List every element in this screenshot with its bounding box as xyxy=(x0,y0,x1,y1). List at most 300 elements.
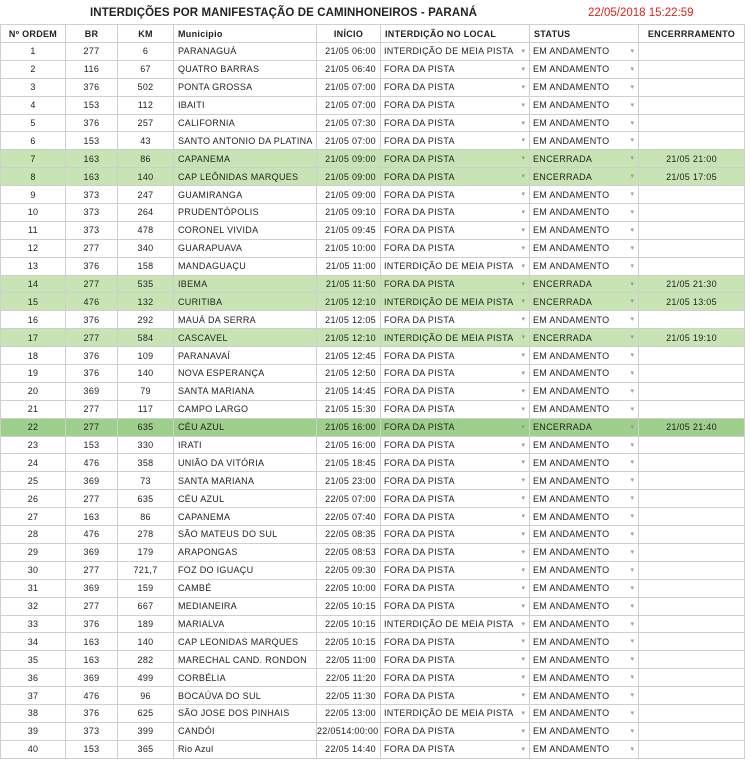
cell-municipio[interactable] xyxy=(174,526,317,544)
cell-km[interactable] xyxy=(118,239,174,257)
cell-km[interactable] xyxy=(118,347,174,365)
update-timestamp[interactable]: 22/05/2018 15:22:59 xyxy=(588,7,694,19)
cell-br[interactable] xyxy=(66,722,118,740)
cell-ordem[interactable] xyxy=(1,418,66,436)
cell-inicio[interactable] xyxy=(317,132,381,150)
cell-ordem[interactable] xyxy=(1,347,66,365)
cell-br[interactable] xyxy=(66,615,118,633)
dropdown-arrow-icon[interactable]: ▾ xyxy=(521,513,525,521)
cell-interdicao-dropdown[interactable] xyxy=(381,579,530,597)
cell-interdicao-dropdown[interactable] xyxy=(381,687,530,705)
cell-status-dropdown[interactable] xyxy=(530,96,639,114)
cell-encerramento[interactable] xyxy=(639,168,745,186)
dropdown-arrow-icon[interactable]: ▾ xyxy=(630,584,634,592)
cell-encerramento[interactable] xyxy=(639,239,745,257)
cell-status-dropdown[interactable] xyxy=(530,615,639,633)
dropdown-arrow-icon[interactable]: ▾ xyxy=(630,65,634,73)
cell-municipio[interactable] xyxy=(174,150,317,168)
cell-ordem[interactable] xyxy=(1,382,66,400)
cell-ordem[interactable] xyxy=(1,508,66,526)
dropdown-arrow-icon[interactable]: ▾ xyxy=(521,101,525,109)
cell-km[interactable] xyxy=(118,150,174,168)
cell-municipio[interactable] xyxy=(174,722,317,740)
cell-ordem[interactable] xyxy=(1,275,66,293)
dropdown-arrow-icon[interactable]: ▾ xyxy=(630,244,634,252)
cell-encerramento[interactable] xyxy=(639,311,745,329)
cell-status-dropdown[interactable] xyxy=(530,454,639,472)
cell-municipio[interactable] xyxy=(174,96,317,114)
cell-status-dropdown[interactable] xyxy=(530,490,639,508)
dropdown-arrow-icon[interactable]: ▾ xyxy=(521,727,525,735)
dropdown-arrow-icon[interactable]: ▾ xyxy=(521,244,525,252)
cell-encerramento[interactable] xyxy=(639,561,745,579)
cell-br[interactable] xyxy=(66,543,118,561)
dropdown-arrow-icon[interactable]: ▾ xyxy=(630,262,634,270)
cell-br[interactable] xyxy=(66,687,118,705)
cell-status-dropdown[interactable] xyxy=(530,60,639,78)
cell-municipio[interactable] xyxy=(174,311,317,329)
cell-encerramento[interactable] xyxy=(639,347,745,365)
cell-br[interactable] xyxy=(66,239,118,257)
cell-municipio[interactable] xyxy=(174,472,317,490)
dropdown-arrow-icon[interactable]: ▾ xyxy=(521,119,525,127)
dropdown-arrow-icon[interactable]: ▾ xyxy=(630,495,634,503)
cell-municipio[interactable] xyxy=(174,365,317,383)
cell-municipio[interactable] xyxy=(174,275,317,293)
cell-br[interactable] xyxy=(66,132,118,150)
cell-status-dropdown[interactable] xyxy=(530,365,639,383)
dropdown-arrow-icon[interactable]: ▾ xyxy=(521,584,525,592)
cell-interdicao-dropdown[interactable] xyxy=(381,526,530,544)
cell-inicio[interactable] xyxy=(317,722,381,740)
cell-inicio[interactable] xyxy=(317,579,381,597)
cell-interdicao-dropdown[interactable] xyxy=(381,740,530,758)
cell-ordem[interactable] xyxy=(1,669,66,687)
cell-status-dropdown[interactable] xyxy=(530,293,639,311)
cell-inicio[interactable] xyxy=(317,311,381,329)
cell-status-dropdown[interactable] xyxy=(530,257,639,275)
cell-km[interactable] xyxy=(118,454,174,472)
cell-status-dropdown[interactable] xyxy=(530,418,639,436)
cell-encerramento[interactable] xyxy=(639,418,745,436)
dropdown-arrow-icon[interactable]: ▾ xyxy=(630,656,634,664)
dropdown-arrow-icon[interactable]: ▾ xyxy=(630,638,634,646)
cell-br[interactable] xyxy=(66,579,118,597)
cell-interdicao-dropdown[interactable] xyxy=(381,257,530,275)
cell-status-dropdown[interactable] xyxy=(530,561,639,579)
dropdown-arrow-icon[interactable]: ▾ xyxy=(521,495,525,503)
cell-km[interactable] xyxy=(118,579,174,597)
dropdown-arrow-icon[interactable]: ▾ xyxy=(521,298,525,306)
cell-status-dropdown[interactable] xyxy=(530,347,639,365)
cell-interdicao-dropdown[interactable] xyxy=(381,114,530,132)
cell-br[interactable] xyxy=(66,293,118,311)
cell-km[interactable] xyxy=(118,365,174,383)
cell-br[interactable] xyxy=(66,204,118,222)
cell-interdicao-dropdown[interactable] xyxy=(381,597,530,615)
dropdown-arrow-icon[interactable]: ▾ xyxy=(521,531,525,539)
dropdown-arrow-icon[interactable]: ▾ xyxy=(521,370,525,378)
cell-inicio[interactable] xyxy=(317,221,381,239)
cell-status-dropdown[interactable] xyxy=(530,526,639,544)
cell-encerramento[interactable] xyxy=(639,329,745,347)
cell-km[interactable] xyxy=(118,275,174,293)
cell-inicio[interactable] xyxy=(317,400,381,418)
cell-interdicao-dropdown[interactable] xyxy=(381,543,530,561)
cell-br[interactable] xyxy=(66,400,118,418)
cell-encerramento[interactable] xyxy=(639,454,745,472)
cell-status-dropdown[interactable] xyxy=(530,704,639,722)
cell-km[interactable] xyxy=(118,597,174,615)
cell-status-dropdown[interactable] xyxy=(530,579,639,597)
cell-status-dropdown[interactable] xyxy=(530,400,639,418)
dropdown-arrow-icon[interactable]: ▾ xyxy=(630,513,634,521)
cell-encerramento[interactable] xyxy=(639,740,745,758)
cell-municipio[interactable] xyxy=(174,329,317,347)
cell-interdicao-dropdown[interactable] xyxy=(381,508,530,526)
dropdown-arrow-icon[interactable]: ▾ xyxy=(630,459,634,467)
cell-inicio[interactable] xyxy=(317,615,381,633)
cell-municipio[interactable] xyxy=(174,347,317,365)
col-header-interdicao[interactable]: INTERDIÇÃO NO LOCAL xyxy=(381,25,530,43)
cell-status-dropdown[interactable] xyxy=(530,436,639,454)
cell-km[interactable] xyxy=(118,669,174,687)
cell-interdicao-dropdown[interactable] xyxy=(381,204,530,222)
cell-br[interactable] xyxy=(66,508,118,526)
dropdown-arrow-icon[interactable]: ▾ xyxy=(630,101,634,109)
cell-ordem[interactable] xyxy=(1,168,66,186)
dropdown-arrow-icon[interactable]: ▾ xyxy=(521,83,525,91)
cell-ordem[interactable] xyxy=(1,722,66,740)
cell-br[interactable] xyxy=(66,418,118,436)
col-header-status[interactable]: STATUS xyxy=(530,25,639,43)
cell-br[interactable] xyxy=(66,96,118,114)
cell-municipio[interactable] xyxy=(174,204,317,222)
cell-interdicao-dropdown[interactable] xyxy=(381,221,530,239)
cell-encerramento[interactable] xyxy=(639,293,745,311)
cell-ordem[interactable] xyxy=(1,740,66,758)
cell-inicio[interactable] xyxy=(317,633,381,651)
col-header-br[interactable]: BR xyxy=(66,25,118,43)
cell-inicio[interactable] xyxy=(317,329,381,347)
cell-interdicao-dropdown[interactable] xyxy=(381,651,530,669)
dropdown-arrow-icon[interactable]: ▾ xyxy=(630,566,634,574)
dropdown-arrow-icon[interactable]: ▾ xyxy=(521,620,525,628)
dropdown-arrow-icon[interactable]: ▾ xyxy=(630,209,634,217)
sheet-title[interactable]: INTERDIÇÕES POR MANIFESTAÇÃO DE CAMINHONEIROS - PARANÁ xyxy=(90,7,478,19)
dropdown-arrow-icon[interactable]: ▾ xyxy=(630,191,634,199)
cell-interdicao-dropdown[interactable] xyxy=(381,436,530,454)
cell-status-dropdown[interactable] xyxy=(530,543,639,561)
dropdown-arrow-icon[interactable]: ▾ xyxy=(630,602,634,610)
cell-status-dropdown[interactable] xyxy=(530,740,639,758)
col-header-ordem[interactable]: Nº ORDEM xyxy=(1,25,66,43)
cell-interdicao-dropdown[interactable] xyxy=(381,275,530,293)
cell-interdicao-dropdown[interactable] xyxy=(381,168,530,186)
cell-interdicao-dropdown[interactable] xyxy=(381,365,530,383)
cell-encerramento[interactable] xyxy=(639,526,745,544)
cell-ordem[interactable] xyxy=(1,633,66,651)
cell-ordem[interactable] xyxy=(1,132,66,150)
cell-municipio[interactable] xyxy=(174,400,317,418)
cell-interdicao-dropdown[interactable] xyxy=(381,472,530,490)
cell-ordem[interactable] xyxy=(1,543,66,561)
cell-ordem[interactable] xyxy=(1,526,66,544)
cell-inicio[interactable] xyxy=(317,490,381,508)
cell-ordem[interactable] xyxy=(1,436,66,454)
cell-encerramento[interactable] xyxy=(639,150,745,168)
cell-ordem[interactable] xyxy=(1,96,66,114)
cell-br[interactable] xyxy=(66,186,118,204)
cell-ordem[interactable] xyxy=(1,687,66,705)
cell-br[interactable] xyxy=(66,436,118,454)
cell-interdicao-dropdown[interactable] xyxy=(381,60,530,78)
cell-ordem[interactable] xyxy=(1,43,66,61)
dropdown-arrow-icon[interactable]: ▾ xyxy=(521,423,525,431)
cell-km[interactable] xyxy=(118,132,174,150)
cell-interdicao-dropdown[interactable] xyxy=(381,78,530,96)
dropdown-arrow-icon[interactable]: ▾ xyxy=(630,280,634,288)
cell-encerramento[interactable] xyxy=(639,633,745,651)
cell-interdicao-dropdown[interactable] xyxy=(381,400,530,418)
cell-br[interactable] xyxy=(66,382,118,400)
cell-ordem[interactable] xyxy=(1,400,66,418)
cell-inicio[interactable] xyxy=(317,257,381,275)
cell-status-dropdown[interactable] xyxy=(530,311,639,329)
cell-status-dropdown[interactable] xyxy=(530,597,639,615)
cell-municipio[interactable] xyxy=(174,490,317,508)
cell-ordem[interactable] xyxy=(1,293,66,311)
cell-encerramento[interactable] xyxy=(639,615,745,633)
cell-interdicao-dropdown[interactable] xyxy=(381,132,530,150)
cell-interdicao-dropdown[interactable] xyxy=(381,293,530,311)
cell-encerramento[interactable] xyxy=(639,400,745,418)
cell-status-dropdown[interactable] xyxy=(530,132,639,150)
cell-inicio[interactable] xyxy=(317,669,381,687)
cell-municipio[interactable] xyxy=(174,615,317,633)
cell-br[interactable] xyxy=(66,740,118,758)
cell-inicio[interactable] xyxy=(317,60,381,78)
cell-br[interactable] xyxy=(66,365,118,383)
dropdown-arrow-icon[interactable]: ▾ xyxy=(630,173,634,181)
cell-encerramento[interactable] xyxy=(639,490,745,508)
cell-ordem[interactable] xyxy=(1,472,66,490)
cell-status-dropdown[interactable] xyxy=(530,633,639,651)
cell-municipio[interactable] xyxy=(174,132,317,150)
dropdown-arrow-icon[interactable]: ▾ xyxy=(630,119,634,127)
dropdown-arrow-icon[interactable]: ▾ xyxy=(630,727,634,735)
cell-inicio[interactable] xyxy=(317,114,381,132)
cell-municipio[interactable] xyxy=(174,579,317,597)
cell-status-dropdown[interactable] xyxy=(530,150,639,168)
cell-status-dropdown[interactable] xyxy=(530,669,639,687)
cell-ordem[interactable] xyxy=(1,597,66,615)
cell-br[interactable] xyxy=(66,329,118,347)
cell-km[interactable] xyxy=(118,329,174,347)
cell-interdicao-dropdown[interactable] xyxy=(381,490,530,508)
dropdown-arrow-icon[interactable]: ▾ xyxy=(630,387,634,395)
dropdown-arrow-icon[interactable]: ▾ xyxy=(521,280,525,288)
cell-km[interactable] xyxy=(118,168,174,186)
cell-br[interactable] xyxy=(66,597,118,615)
cell-km[interactable] xyxy=(118,508,174,526)
col-header-inicio[interactable]: INÍCIO xyxy=(317,25,381,43)
cell-interdicao-dropdown[interactable] xyxy=(381,347,530,365)
cell-km[interactable] xyxy=(118,204,174,222)
dropdown-arrow-icon[interactable]: ▾ xyxy=(521,191,525,199)
cell-ordem[interactable] xyxy=(1,615,66,633)
cell-status-dropdown[interactable] xyxy=(530,221,639,239)
dropdown-arrow-icon[interactable]: ▾ xyxy=(630,477,634,485)
cell-municipio[interactable] xyxy=(174,704,317,722)
dropdown-arrow-icon[interactable]: ▾ xyxy=(521,709,525,717)
cell-km[interactable] xyxy=(118,687,174,705)
dropdown-arrow-icon[interactable]: ▾ xyxy=(630,298,634,306)
dropdown-arrow-icon[interactable]: ▾ xyxy=(630,531,634,539)
cell-br[interactable] xyxy=(66,669,118,687)
cell-municipio[interactable] xyxy=(174,239,317,257)
cell-ordem[interactable] xyxy=(1,150,66,168)
cell-status-dropdown[interactable] xyxy=(530,275,639,293)
col-header-encerramento[interactable]: ENCERRRAMENTO xyxy=(639,25,745,43)
cell-km[interactable] xyxy=(118,436,174,454)
dropdown-arrow-icon[interactable]: ▾ xyxy=(521,173,525,181)
col-header-km[interactable]: KM xyxy=(118,25,174,43)
cell-km[interactable] xyxy=(118,490,174,508)
cell-encerramento[interactable] xyxy=(639,275,745,293)
dropdown-arrow-icon[interactable]: ▾ xyxy=(521,48,525,55)
dropdown-arrow-icon[interactable]: ▾ xyxy=(630,674,634,682)
cell-encerramento[interactable] xyxy=(639,472,745,490)
cell-interdicao-dropdown[interactable] xyxy=(381,311,530,329)
dropdown-arrow-icon[interactable]: ▾ xyxy=(630,334,634,342)
cell-ordem[interactable] xyxy=(1,365,66,383)
dropdown-arrow-icon[interactable]: ▾ xyxy=(521,459,525,467)
cell-km[interactable] xyxy=(118,311,174,329)
cell-municipio[interactable] xyxy=(174,186,317,204)
cell-km[interactable] xyxy=(118,722,174,740)
dropdown-arrow-icon[interactable]: ▾ xyxy=(521,209,525,217)
cell-km[interactable] xyxy=(118,740,174,758)
cell-km[interactable] xyxy=(118,96,174,114)
cell-br[interactable] xyxy=(66,704,118,722)
dropdown-arrow-icon[interactable]: ▾ xyxy=(630,620,634,628)
cell-municipio[interactable] xyxy=(174,221,317,239)
cell-interdicao-dropdown[interactable] xyxy=(381,561,530,579)
cell-br[interactable] xyxy=(66,347,118,365)
cell-encerramento[interactable] xyxy=(639,186,745,204)
cell-encerramento[interactable] xyxy=(639,704,745,722)
cell-km[interactable] xyxy=(118,472,174,490)
cell-km[interactable] xyxy=(118,418,174,436)
dropdown-arrow-icon[interactable]: ▾ xyxy=(630,370,634,378)
dropdown-arrow-icon[interactable]: ▾ xyxy=(521,441,525,449)
cell-ordem[interactable] xyxy=(1,186,66,204)
cell-status-dropdown[interactable] xyxy=(530,78,639,96)
cell-municipio[interactable] xyxy=(174,293,317,311)
cell-interdicao-dropdown[interactable] xyxy=(381,704,530,722)
cell-interdicao-dropdown[interactable] xyxy=(381,454,530,472)
cell-ordem[interactable] xyxy=(1,221,66,239)
cell-municipio[interactable] xyxy=(174,669,317,687)
cell-ordem[interactable] xyxy=(1,311,66,329)
cell-interdicao-dropdown[interactable] xyxy=(381,96,530,114)
cell-encerramento[interactable] xyxy=(639,132,745,150)
dropdown-arrow-icon[interactable]: ▾ xyxy=(521,262,525,270)
cell-ordem[interactable] xyxy=(1,651,66,669)
cell-inicio[interactable] xyxy=(317,561,381,579)
dropdown-arrow-icon[interactable]: ▾ xyxy=(521,65,525,73)
cell-br[interactable] xyxy=(66,78,118,96)
cell-encerramento[interactable] xyxy=(639,651,745,669)
cell-status-dropdown[interactable] xyxy=(530,114,639,132)
cell-br[interactable] xyxy=(66,561,118,579)
dropdown-arrow-icon[interactable]: ▾ xyxy=(521,745,525,753)
dropdown-arrow-icon[interactable]: ▾ xyxy=(521,692,525,700)
dropdown-arrow-icon[interactable]: ▾ xyxy=(630,548,634,556)
cell-municipio[interactable] xyxy=(174,561,317,579)
dropdown-arrow-icon[interactable]: ▾ xyxy=(630,83,634,91)
cell-municipio[interactable] xyxy=(174,543,317,561)
cell-encerramento[interactable] xyxy=(639,436,745,454)
cell-municipio[interactable] xyxy=(174,687,317,705)
dropdown-arrow-icon[interactable]: ▾ xyxy=(630,137,634,145)
dropdown-arrow-icon[interactable]: ▾ xyxy=(521,387,525,395)
cell-inicio[interactable] xyxy=(317,543,381,561)
dropdown-arrow-icon[interactable]: ▾ xyxy=(630,352,634,360)
cell-status-dropdown[interactable] xyxy=(530,508,639,526)
dropdown-arrow-icon[interactable]: ▾ xyxy=(630,441,634,449)
dropdown-arrow-icon[interactable]: ▾ xyxy=(630,226,634,234)
dropdown-arrow-icon[interactable]: ▾ xyxy=(521,656,525,664)
cell-km[interactable] xyxy=(118,43,174,61)
cell-inicio[interactable] xyxy=(317,418,381,436)
cell-inicio[interactable] xyxy=(317,204,381,222)
cell-km[interactable] xyxy=(118,400,174,418)
cell-status-dropdown[interactable] xyxy=(530,168,639,186)
cell-inicio[interactable] xyxy=(317,43,381,61)
cell-km[interactable] xyxy=(118,293,174,311)
cell-encerramento[interactable] xyxy=(639,382,745,400)
cell-encerramento[interactable] xyxy=(639,78,745,96)
cell-br[interactable] xyxy=(66,257,118,275)
cell-inicio[interactable] xyxy=(317,293,381,311)
cell-inicio[interactable] xyxy=(317,347,381,365)
cell-interdicao-dropdown[interactable] xyxy=(381,239,530,257)
cell-status-dropdown[interactable] xyxy=(530,382,639,400)
cell-km[interactable] xyxy=(118,114,174,132)
cell-interdicao-dropdown[interactable] xyxy=(381,186,530,204)
cell-inicio[interactable] xyxy=(317,275,381,293)
cell-ordem[interactable] xyxy=(1,490,66,508)
cell-km[interactable] xyxy=(118,561,174,579)
cell-municipio[interactable] xyxy=(174,651,317,669)
cell-status-dropdown[interactable] xyxy=(530,722,639,740)
cell-ordem[interactable] xyxy=(1,239,66,257)
cell-inicio[interactable] xyxy=(317,382,381,400)
cell-km[interactable] xyxy=(118,60,174,78)
cell-municipio[interactable] xyxy=(174,633,317,651)
cell-inicio[interactable] xyxy=(317,508,381,526)
cell-br[interactable] xyxy=(66,311,118,329)
cell-km[interactable] xyxy=(118,651,174,669)
cell-encerramento[interactable] xyxy=(639,722,745,740)
dropdown-arrow-icon[interactable]: ▾ xyxy=(630,405,634,413)
cell-ordem[interactable] xyxy=(1,454,66,472)
cell-encerramento[interactable] xyxy=(639,597,745,615)
col-header-municipio[interactable]: Municipio xyxy=(174,25,317,43)
cell-encerramento[interactable] xyxy=(639,221,745,239)
